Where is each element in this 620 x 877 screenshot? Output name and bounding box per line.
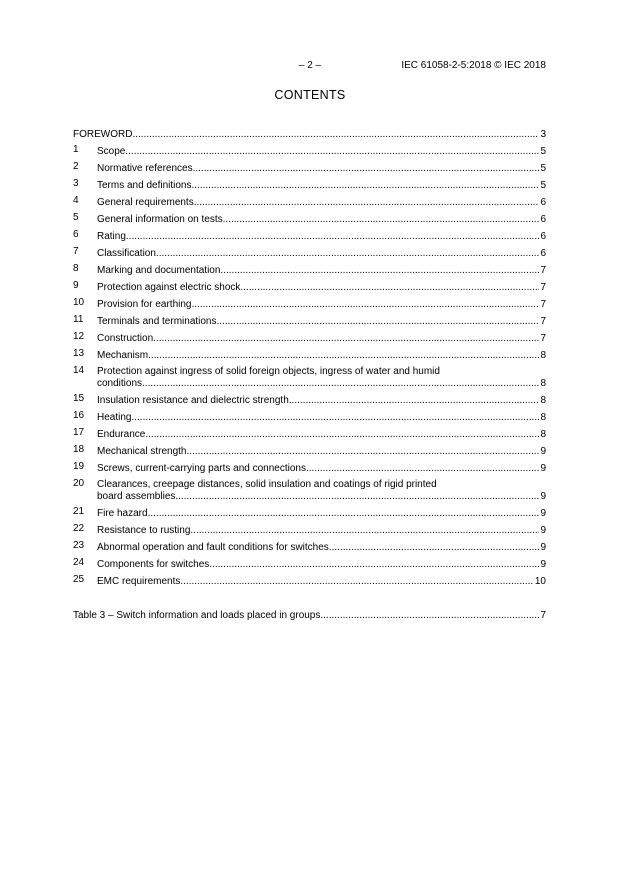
toc-entry-number: 7 [73, 246, 79, 257]
toc-entry-page: 9 [540, 508, 546, 519]
toc-entry-title: General requirements [97, 197, 194, 208]
toc-entry-page: 7 [540, 316, 546, 327]
leader-dots [192, 299, 540, 311]
toc-entry-clause-25[interactable] [73, 571, 546, 588]
toc-entry-page: 5 [540, 163, 546, 174]
toc-entry-page: 9 [540, 559, 546, 570]
toc-entry-clause-18[interactable] [73, 441, 546, 458]
toc-entry-clause-8[interactable] [73, 260, 546, 277]
toc-entry-number: 10 [73, 297, 85, 308]
toc-entry-number: 11 [73, 314, 84, 325]
toc-entry-clause-6[interactable] [73, 226, 546, 243]
toc-entry-page: 9 [540, 525, 546, 536]
toc-entry-number: 18 [73, 444, 85, 455]
toc-entry-clause-4[interactable] [73, 192, 546, 209]
toc-entry-number: 16 [73, 410, 85, 421]
leader-dots [148, 350, 539, 362]
document-reference: IEC 61058-2-5:2018 © IEC 2018 [401, 60, 546, 71]
toc-entry-number: 1 [73, 144, 79, 155]
toc-entry-title: General information on tests [97, 214, 223, 225]
toc-entry-table[interactable] [73, 605, 546, 622]
leader-dots [220, 265, 539, 277]
toc-entry-number: 25 [73, 574, 85, 585]
leader-dots [153, 333, 539, 345]
toc-entry-title: EMC requirements [97, 576, 181, 587]
leader-dots [126, 231, 540, 243]
toc-entry-clause-22[interactable] [73, 520, 546, 537]
toc-entry-title: Endurance [97, 429, 146, 440]
toc-entry-page: 7 [540, 610, 546, 621]
toc-entry-title: Terms and definitions [97, 180, 192, 191]
toc-entry-number: 17 [73, 427, 85, 438]
toc-entry-title: Classification [97, 248, 156, 259]
toc-entry-number: 23 [73, 540, 85, 551]
table-list [73, 605, 546, 622]
toc-entry-title: Normative references [97, 163, 193, 174]
toc-entry-clause-20[interactable] [73, 475, 546, 503]
leader-dots [223, 214, 540, 226]
toc-entry-clause-23[interactable] [73, 537, 546, 554]
toc-entry-number: 13 [73, 348, 85, 359]
toc-entry-page: 8 [540, 412, 546, 423]
toc-entry-page: 9 [540, 491, 546, 502]
leader-dots [190, 525, 539, 537]
toc-entry-page: 8 [540, 378, 546, 389]
toc-entry-title: FOREWORD [73, 129, 133, 140]
leader-dots [187, 446, 540, 458]
clause-list [73, 141, 546, 588]
toc-entry-title: Provision for earthing [97, 299, 192, 310]
toc-entry-clause-19[interactable] [73, 458, 546, 475]
toc-entry-clause-21[interactable] [73, 503, 546, 520]
leader-dots [148, 508, 540, 520]
toc-entry-page: 6 [540, 231, 546, 242]
toc-entry-page: 9 [540, 542, 546, 553]
toc-entry-title: Fire hazard [97, 508, 148, 519]
toc-entry-title: Scope [97, 146, 126, 157]
toc-entry-number: 21 [73, 506, 85, 517]
toc-entry-title: Protection against electric shock [97, 282, 241, 293]
toc-entry-number: 9 [73, 280, 79, 291]
leader-dots [142, 378, 539, 390]
toc-entry-foreword[interactable] [73, 124, 546, 141]
toc-entry-page: 8 [540, 395, 546, 406]
toc-entry-number: 5 [73, 212, 79, 223]
toc-entry-page: 8 [540, 429, 546, 440]
toc-entry-page: 10 [534, 576, 546, 587]
leader-dots [193, 163, 540, 175]
leader-dots [192, 180, 540, 192]
toc-entry-clause-11[interactable] [73, 311, 546, 328]
leader-dots [209, 559, 539, 571]
leader-dots [240, 282, 539, 294]
toc-entry-page: 6 [540, 248, 546, 259]
toc-entry-title: Construction [97, 333, 154, 344]
leader-dots [131, 412, 539, 424]
leader-dots [289, 395, 540, 407]
leader-dots [320, 610, 539, 622]
toc-entry-page: 5 [540, 180, 546, 191]
toc-entry-page: 5 [540, 146, 546, 157]
toc-entry-page: 7 [540, 299, 546, 310]
toc-entry-title: board assemblies [97, 491, 176, 502]
toc-entry-clause-13[interactable] [73, 345, 546, 362]
toc-entry-page: 6 [540, 214, 546, 225]
toc-entry-number: 3 [73, 178, 79, 189]
contents-title: CONTENTS [274, 88, 346, 102]
toc-entry-number: 19 [73, 461, 85, 472]
toc-entry-title: Table 3 – Switch information and loads placed in groups [73, 610, 321, 621]
toc-entry-number: 15 [73, 393, 85, 404]
toc-entry-number: 24 [73, 557, 85, 568]
leader-dots [156, 248, 540, 260]
leader-dots [180, 576, 534, 588]
toc-entry-clause-5[interactable] [73, 209, 546, 226]
leader-dots [145, 429, 539, 441]
toc-entry-number: 14 [73, 365, 85, 376]
toc-entry-number: 4 [73, 195, 79, 206]
toc-entry-clause-10[interactable] [73, 294, 546, 311]
toc-entry-title: Abnormal operation and fault conditions for switches [97, 542, 329, 553]
toc-entry-title: Insulation resistance and dielectric strength [97, 395, 289, 406]
toc-entry-page: 3 [540, 129, 546, 140]
leader-dots [175, 491, 539, 503]
table-of-contents [73, 124, 546, 622]
toc-entry-title: Heating [97, 412, 132, 423]
toc-entry-clause-12[interactable] [73, 328, 546, 345]
toc-entry-title-line1: Protection against ingress of solid foreign objects, ingress of water and humid [97, 366, 440, 377]
toc-entry-title: Mechanism [97, 350, 149, 361]
leader-dots [125, 146, 539, 158]
toc-entry-title: Mechanical strength [97, 446, 187, 457]
leader-dots [132, 129, 539, 141]
toc-entry-clause-1[interactable] [73, 141, 546, 158]
toc-entry-page: 7 [540, 265, 546, 276]
toc-entry-title: Components for switches [97, 559, 210, 570]
toc-entry-title: Marking and documentation [97, 265, 221, 276]
leader-dots [217, 316, 540, 328]
toc-entry-clause-2[interactable] [73, 158, 546, 175]
toc-entry-page: 6 [540, 197, 546, 208]
toc-entry-clause-16[interactable] [73, 407, 546, 424]
toc-entry-clause-14[interactable] [73, 362, 546, 390]
toc-entry-clause-17[interactable] [73, 424, 546, 441]
toc-entry-clause-15[interactable] [73, 390, 546, 407]
toc-entry-clause-9[interactable] [73, 277, 546, 294]
toc-entry-page: 8 [540, 350, 546, 361]
toc-entry-title: Rating [97, 231, 126, 242]
toc-entry-number: 22 [73, 523, 85, 534]
toc-entry-number: 12 [73, 331, 85, 342]
toc-entry-page: 7 [540, 282, 546, 293]
toc-entry-title: Resistance to rusting [97, 525, 191, 536]
toc-entry-title: Screws, current-carrying parts and connections [97, 463, 306, 474]
toc-entry-title: Terminals and terminations [97, 316, 217, 327]
toc-entry-title: conditions [97, 378, 143, 389]
section-gap [73, 588, 546, 605]
toc-entry-clause-7[interactable] [73, 243, 546, 260]
leader-dots [306, 463, 539, 475]
leader-dots [329, 542, 540, 554]
leader-dots [194, 197, 540, 209]
toc-entry-number: 2 [73, 161, 79, 172]
toc-entry-page: 7 [540, 333, 546, 344]
toc-entry-title-line1: Clearances, creepage distances, solid insulation and coatings of rigid printed [97, 479, 437, 490]
toc-entry-number: 6 [73, 229, 79, 240]
toc-entry-page: 9 [540, 463, 546, 474]
toc-entry-number: 8 [73, 263, 79, 274]
toc-entry-number: 20 [73, 478, 85, 489]
toc-entry-clause-24[interactable] [73, 554, 546, 571]
toc-entry-clause-3[interactable] [73, 175, 546, 192]
toc-entry-page: 9 [540, 446, 546, 457]
page-number: – 2 – [298, 60, 322, 71]
